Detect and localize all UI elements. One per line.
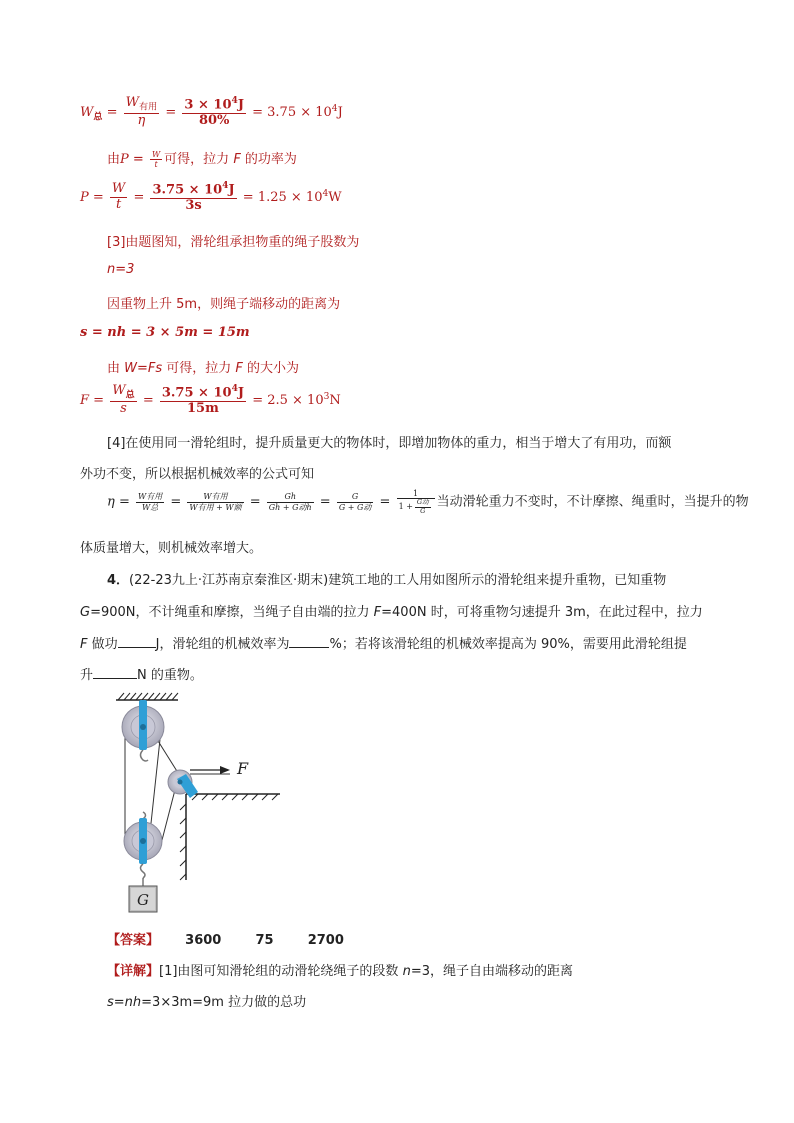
answer-blank-1[interactable] <box>118 635 156 648</box>
eff-frac-3: $\frac{Gh}{\text{Gh + G动h}}$ <box>268 492 312 512</box>
formula-efficiency: η = $\frac{\text{W有用}}{\text{W总}}$ = $\frac{\text{W有用}}{\text{W有用 + W额}}$ = $\frac{Gh}{\text{Gh + G动h}}$ = $\frac{G}{\text{G + G动}}$ = 1 1 + $\frac{\text{G动}}{G}$ 当动滑轮重力不变时，不计摩擦、绳重时，当提升的物 <box>107 489 749 515</box>
side-support <box>180 794 280 880</box>
movable-pulley <box>124 812 162 886</box>
formula-force: F = $\frac{W_总}{s}$ = $\frac{3.75 \times 10^4J}{15m}$ = $2.5 \times 10^3N$ <box>80 383 341 417</box>
answer-blank-3[interactable] <box>93 666 137 679</box>
formula-power: P = $\frac{W}{t}$ = $\frac{3.75 \times 10^4J}{3s}$ = $1.25 \times 10^4W$ <box>80 180 342 214</box>
question-line2: G=900N，不计绳重和摩擦，当绳子自由端的拉力 F=400N 时，可将重物匀速提升 3m，在此过程中，拉力 <box>80 605 703 620</box>
force-label: F <box>237 759 249 778</box>
force-arrow <box>190 766 230 774</box>
answer-label: 【答案】 <box>107 933 160 948</box>
efficiency-paragraph-line1: [4]在使用同一滑轮组时，提升质量更大的物体时，即增加物体的重力，相当于增大了有用功，而额 <box>107 436 672 451</box>
eff-frac-5: 1 1 + $\frac{\text{G动}}{G}$ <box>397 489 435 515</box>
strands-intro: [3]由题图知，滑轮组承担物重的绳子股数为 <box>107 235 360 250</box>
efficiency-paragraph-line2: 外功不变，所以根据机械效率的公式可知 <box>80 467 315 482</box>
fraction-w-useful-over-eta: $\frac{W_{有用}}{\eta}$ <box>125 95 158 129</box>
power-intro: 由P = $\frac{W}{t}$ 可得，拉力 F 的功率为 <box>107 149 297 169</box>
eff-frac-1: $\frac{\text{W有用}}{\text{W总}}$ <box>137 492 163 512</box>
detail-line2: s=nh=3×3m=9m 拉力做的总功 <box>107 995 307 1010</box>
fraction-values: $\frac{3 \times 10^4J}{80\%}$ <box>184 95 244 129</box>
question-line1: 4．(22-23九上·江苏南京秦淮区·期末)建筑工地的工人用如图所示的滑轮组来提升重物，已知重物 <box>107 573 667 588</box>
fraction-w-over-t: $\frac{W}{t}$ <box>151 149 161 169</box>
distance-intro: 因重物上升 5m，则绳子端移动的距离为 <box>107 297 341 312</box>
force-intro: 由 W=Fs 可得，拉力 F 的大小为 <box>107 361 300 376</box>
n-value: n=3 <box>107 262 135 277</box>
detail-line1: 【详解】[1]由图可知滑轮组的动滑轮绕绳子的段数 n=3，绳子自由端移动的距离 <box>107 964 573 979</box>
fraction-force-values: $\frac{3.75 \times 10^4J}{15m}$ <box>161 383 245 417</box>
formula-distance: s = nh = 3 × 5m = 15m <box>80 325 250 340</box>
weight-label: G <box>137 891 149 909</box>
formula-w-total: $W_总$ = $\frac{W_{有用}}{\eta}$ = $\frac{3 \times 10^4J}{80\%}$ = $3.75 \times 10^4J$ <box>80 95 343 129</box>
answer-blank-2[interactable] <box>289 635 329 648</box>
detail-label: 【详解】 <box>107 964 160 979</box>
ceiling <box>116 693 178 700</box>
question-line3: F 做功 J，滑轮组的机械效率为 %；若将该滑轮组的机械效率提高为 90%，需要用此滑轮组提 <box>80 637 687 652</box>
question-line4: 升 N 的重物。 <box>80 668 203 683</box>
answer-value-3: 2700 <box>307 933 344 948</box>
pulley-diagram <box>110 690 290 920</box>
efficiency-conclusion: 体质量增大，则机械效率增大。 <box>80 541 263 556</box>
fixed-pulley-top <box>122 700 164 761</box>
answer-line <box>107 929 344 948</box>
fraction-w-total-over-s: $\frac{W_总}{s}$ <box>112 383 135 417</box>
eff-frac-2: $\frac{\text{W有用}}{\text{W有用 + W额}}$ <box>189 492 242 512</box>
fraction-power-values: $\frac{3.75 \times 10^4J}{3s}$ <box>152 180 235 214</box>
answer-value-1: 3600 <box>185 933 222 948</box>
answer-value-2: 75 <box>255 933 274 948</box>
eff-frac-4: $\frac{G}{\text{G + G动}}$ <box>338 492 372 512</box>
fraction-w-over-t-large: $\frac{W}{t}$ <box>111 181 126 213</box>
